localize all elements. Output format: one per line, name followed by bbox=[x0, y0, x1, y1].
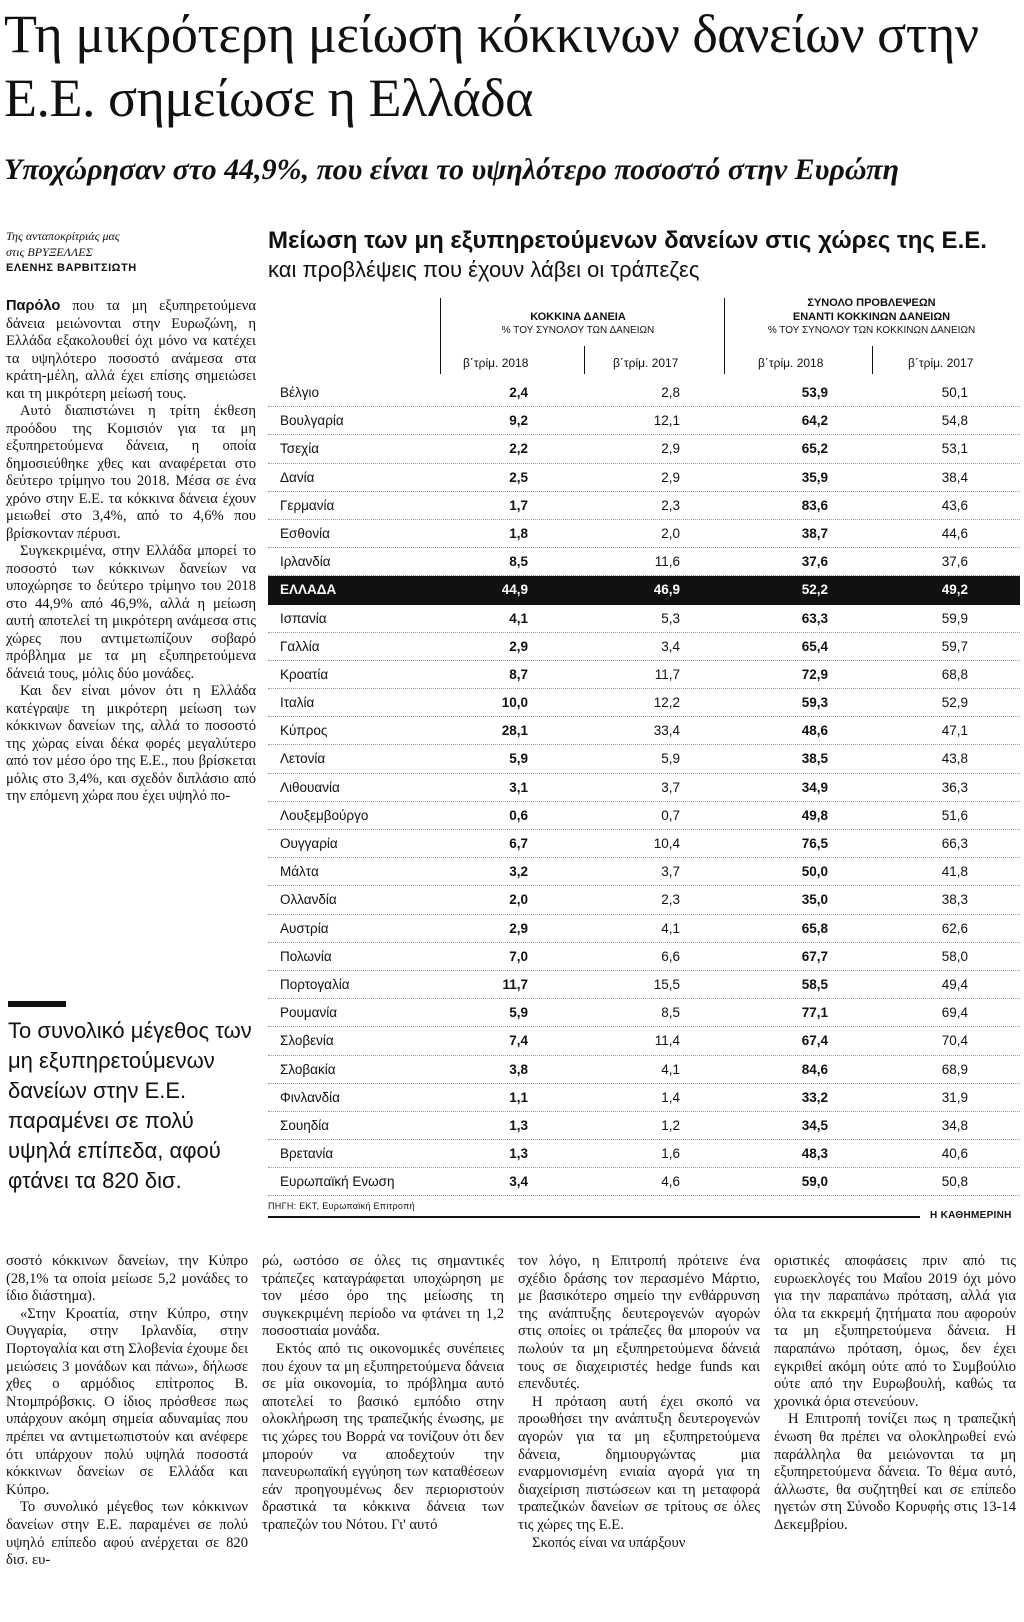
value-npl-2017: 4,6 bbox=[661, 1174, 680, 1190]
value-prov-2017: 66,3 bbox=[941, 836, 968, 851]
value-npl-2017: 2,9 bbox=[661, 469, 680, 485]
value-prov-2018: 37,6 bbox=[801, 554, 828, 570]
value-npl-2018: 4,1 bbox=[509, 610, 528, 626]
value-prov-2017: 69,4 bbox=[941, 1005, 968, 1021]
country-name: Σλοβενία bbox=[280, 1033, 334, 1049]
value-prov-2017: 38,3 bbox=[941, 892, 968, 908]
value-prov-2017: 52,9 bbox=[941, 695, 968, 711]
country-name: Εσθονία bbox=[280, 525, 330, 541]
country-name: Μάλτα bbox=[280, 864, 319, 880]
country-name: Ρουμανία bbox=[280, 1005, 338, 1021]
table-row bbox=[268, 689, 1020, 717]
group-title: ΚΟΚΚΙΝΑ ΔΑΝΕΙΑ bbox=[530, 311, 626, 323]
country-name: Ιταλία bbox=[280, 695, 315, 711]
value-prov-2018: 67,4 bbox=[801, 1033, 828, 1049]
source-note: ΠΗΓΗ: ΕΚΤ, Ευρωπαϊκή Επιτροπή bbox=[268, 1201, 415, 1211]
value-prov-2018: 48,3 bbox=[801, 1146, 828, 1162]
value-prov-2018: 76,5 bbox=[801, 836, 828, 851]
value-npl-2018: 5,9 bbox=[509, 1005, 528, 1021]
value-prov-2018: 72,9 bbox=[801, 666, 828, 682]
value-prov-2018: 58,5 bbox=[801, 976, 828, 992]
value-prov-2017: 59,7 bbox=[941, 638, 968, 654]
country-name: Κύπρος bbox=[280, 723, 328, 739]
value-prov-2018: 67,7 bbox=[801, 948, 828, 964]
table-row bbox=[268, 999, 1020, 1027]
value-npl-2018: 1,3 bbox=[509, 1117, 528, 1133]
country-name: Πολωνία bbox=[280, 948, 332, 964]
value-npl-2018: 3,4 bbox=[509, 1174, 528, 1190]
divider bbox=[724, 298, 725, 374]
value-prov-2017: 31,9 bbox=[941, 1089, 968, 1105]
table-row bbox=[268, 576, 1020, 604]
table-row bbox=[268, 661, 1020, 689]
country-name: Τσεχία bbox=[280, 441, 320, 457]
value-prov-2017: 34,8 bbox=[941, 1117, 968, 1133]
value-npl-2017: 33,4 bbox=[653, 723, 680, 739]
value-npl-2018: 3,2 bbox=[509, 864, 528, 880]
value-prov-2018: 53,9 bbox=[801, 385, 828, 400]
bottom-column-4 bbox=[774, 1253, 1016, 1570]
value-npl-2017: 11,6 bbox=[654, 554, 680, 570]
country-name: Ολλανδία bbox=[280, 892, 337, 908]
pullquote: Το συνολικό μέγεθος των μη εξυπηρετούμενων δανείων στην Ε.Ε. παραμένει σε πολύ υψηλά επίπεδα, αφού φτάνει τα 820 δισ. bbox=[8, 1018, 252, 1193]
value-prov-2017: 53,1 bbox=[941, 441, 968, 457]
value-prov-2018: 59,0 bbox=[801, 1174, 828, 1190]
table-row bbox=[268, 520, 1020, 548]
value-prov-2017: 38,4 bbox=[941, 469, 968, 485]
table-row bbox=[268, 605, 1020, 633]
value-npl-2017: 0,7 bbox=[661, 807, 680, 823]
chart-subtitle: και προβλέψεις που έχουν λάβει οι τράπεζες bbox=[268, 257, 700, 282]
value-prov-2017: 54,8 bbox=[941, 413, 968, 429]
paragraph: Το συνολικό μέγεθος των κόκκινων δανείων στην Ε.Ε. παραμένει σε πολύ υψηλό επίπεδο αφού ανέρχεται σε 820 δισ. ευ- bbox=[6, 1499, 248, 1569]
group-title-2: ΕΝΑΝΤΙ ΚΟΚΚΙΝΩΝ ΔΑΝΕΙΩΝ bbox=[792, 311, 951, 323]
left-column bbox=[6, 298, 256, 806]
value-prov-2018: 84,6 bbox=[801, 1061, 828, 1077]
table-row bbox=[268, 774, 1020, 802]
value-npl-2017: 2,3 bbox=[661, 892, 680, 908]
table-row bbox=[268, 971, 1020, 999]
column-header: β΄τρίμ. 2017 bbox=[908, 356, 974, 370]
value-npl-2018: 28,1 bbox=[501, 723, 528, 739]
value-npl-2018: 6,7 bbox=[509, 836, 528, 851]
value-npl-2017: 5,3 bbox=[661, 610, 680, 626]
value-npl-2018: 11,7 bbox=[502, 976, 528, 992]
table-row bbox=[268, 435, 1020, 463]
country-name: Αυστρία bbox=[280, 920, 329, 936]
table-row bbox=[268, 745, 1020, 773]
headline: Τη μικρότερη μείωση κόκκινων δανείων στην Ε.Ε. σημείωσε η Ελλάδα bbox=[4, 4, 979, 128]
group-sub: % ΤΟΥ ΣΥΝΟΛΟΥ ΤΩΝ ΚΟΚΚΙΝΩΝ ΔΑΝΕΙΩΝ bbox=[767, 325, 976, 336]
table-row bbox=[268, 633, 1020, 661]
value-npl-2017: 2,3 bbox=[661, 497, 680, 513]
pullquote-bar bbox=[8, 1001, 66, 1007]
table-row bbox=[268, 1056, 1020, 1084]
country-name: Φινλανδία bbox=[280, 1089, 340, 1105]
value-npl-2017: 11,7 bbox=[654, 666, 680, 682]
value-prov-2017: 62,6 bbox=[941, 920, 968, 936]
value-npl-2018: 2,9 bbox=[509, 638, 528, 654]
country-name: Βουλγαρία bbox=[280, 413, 344, 429]
value-prov-2017: 49,2 bbox=[941, 582, 968, 598]
value-prov-2018: 65,4 bbox=[801, 638, 828, 654]
paragraph: οριστικές αποφάσεις πριν από τις ευρωεκλογές του Μαΐου 2019 όχι μόνο για την παραπάνω πρόταση, αλλά για όλα τα εκκρεμή ζητήματα που αφορούν τα μη εξυπηρετούμενα δάνεια. Η παραπάνω πρόταση, όμως, δεν έχει εγκριθεί ακόμη ούτε από το Συμβούλιο ούτε από την Ευρωβουλή, καθώς τα χρονικά όρια στενεύουν. bbox=[774, 1253, 1016, 1410]
table-row bbox=[268, 379, 1020, 407]
value-npl-2017: 15,5 bbox=[653, 976, 680, 992]
paragraph: Εκτός από τις οικονομικές συνέπειες που έχουν τα μη εξυπηρετούμενα δάνεια σε μία οικονομία, το πρόβλημα αυτό αποτελεί το βασικό εμπόδιο στην ολοκλήρωση της τραπεζικής ένωσης, με τις χώρες του Βορρά να τονίζουν ότι δεν μπορούν να αποδεχτούν την πανευρωπαϊκή εγγύηση των καταθέσεων εάν προηγουμένως δεν περιοριστούν δραστικά τα κόκκινα δάνεια των τραπεζών του Νότου. Γι' αυτό bbox=[262, 1340, 504, 1533]
value-npl-2017: 46,9 bbox=[653, 582, 680, 598]
paragraph: Αυτό διαπιστώνει η τρίτη έκθεση προόδου της Κομισιόν για τα μη εξυπηρετούμενα δάνεια, η οποία δημοσιεύθηκε χθες και αναφέρεται στο δεύτερο τρίμηνο του 2018. Μέσα σε ένα χρόνο στην Ε.Ε. τα κόκκινα δάνεια έχουν μειωθεί στο 3,4%, από το 4,6% που βρίσκονταν πέρυσι. bbox=[6, 403, 256, 542]
value-npl-2018: 9,2 bbox=[509, 413, 528, 429]
bottom-column-3 bbox=[518, 1253, 760, 1570]
value-prov-2018: 65,8 bbox=[801, 920, 828, 936]
value-prov-2017: 50,8 bbox=[941, 1174, 968, 1190]
column-header: β΄τρίμ. 2017 bbox=[613, 356, 679, 370]
credit: Η ΚΑΘΗΜΕΡΙΝΗ bbox=[930, 1210, 1012, 1221]
value-npl-2017: 6,6 bbox=[661, 948, 680, 964]
value-prov-2018: 34,9 bbox=[801, 779, 828, 795]
value-npl-2018: 5,9 bbox=[509, 751, 528, 767]
value-npl-2017: 3,7 bbox=[661, 864, 680, 880]
value-prov-2018: 35,0 bbox=[801, 892, 828, 908]
country-name: Κροατία bbox=[280, 666, 329, 682]
value-prov-2017: 50,1 bbox=[941, 385, 968, 400]
country-name: Λουξεμβούργο bbox=[280, 807, 369, 823]
paragraph: Η πρόταση αυτή έχει σκοπό να προωθήσει την ανάπτυξη δευτερογενών αγορών για τα μη εξυπηρετούμενα δάνεια, δημιουργώντας μια εναρμονισμένη ενιαία αγορά για τη διαχείριση πιστώσεων και τη μεταφορά τραπεζικών δανείων σε τρίτους σε όλες τις χώρες της Ε.Ε. bbox=[518, 1393, 760, 1533]
value-prov-2018: 48,6 bbox=[801, 723, 828, 739]
table-row bbox=[268, 915, 1020, 943]
value-prov-2018: 65,2 bbox=[801, 441, 828, 457]
table-row bbox=[268, 1140, 1020, 1168]
value-npl-2018: 10,0 bbox=[501, 695, 528, 711]
chart-title-block bbox=[268, 226, 1018, 284]
table-body bbox=[268, 379, 1020, 1196]
value-npl-2017: 2,9 bbox=[661, 441, 680, 457]
value-npl-2018: 1,1 bbox=[509, 1089, 528, 1105]
value-prov-2018: 34,5 bbox=[801, 1117, 828, 1133]
value-prov-2017: 44,6 bbox=[941, 525, 968, 541]
value-npl-2018: 2,4 bbox=[509, 385, 528, 400]
country-name: Σλοβακία bbox=[280, 1061, 336, 1077]
value-npl-2017: 1,4 bbox=[661, 1089, 680, 1105]
value-npl-2017: 2,0 bbox=[661, 525, 680, 541]
value-npl-2017: 3,4 bbox=[661, 638, 680, 654]
value-prov-2017: 40,6 bbox=[941, 1146, 968, 1162]
value-npl-2017: 11,4 bbox=[654, 1033, 680, 1049]
subtitle: Υποχώρησαν στο 44,9%, που είναι το υψηλότερο ποσοστό στην Ευρώπη bbox=[4, 153, 899, 186]
value-npl-2017: 8,5 bbox=[661, 1005, 680, 1021]
table-row bbox=[268, 492, 1020, 520]
country-name: Ευρωπαϊκή Ενωση bbox=[280, 1174, 395, 1190]
rule bbox=[268, 1216, 920, 1218]
value-npl-2018: 8,5 bbox=[509, 554, 528, 570]
paragraph: Συγκεκριμένα, στην Ελλάδα μπορεί το ποσοστό των κόκκινων δανείων να υποχώρησε το δεύτερο τρίμηνο του 2018 στο 44,9% από 46,9%, αλλά η μείωση αυτή αποτελεί τη μικρότερη ανάμεσα στις χώρες που αντιμετωπίζουν σοβαρό πρόβλημα με τα μη εξυπηρετούμενα δάνειά τους, μόλις δύο μονάδες. bbox=[6, 543, 256, 682]
value-prov-2017: 68,9 bbox=[941, 1061, 968, 1077]
country-name: Λιθουανία bbox=[280, 779, 340, 795]
table-row bbox=[268, 830, 1020, 858]
table-row bbox=[268, 858, 1020, 886]
table-row bbox=[268, 886, 1020, 914]
value-prov-2018: 77,1 bbox=[801, 1005, 828, 1021]
value-prov-2018: 83,6 bbox=[801, 497, 828, 513]
value-prov-2017: 49,4 bbox=[941, 976, 968, 992]
table-row bbox=[268, 464, 1020, 492]
value-prov-2018: 52,2 bbox=[801, 582, 828, 598]
value-npl-2018: 44,9 bbox=[501, 582, 528, 598]
value-npl-2017: 4,1 bbox=[661, 1061, 680, 1077]
table-row bbox=[268, 1027, 1020, 1055]
divider bbox=[872, 346, 873, 374]
value-npl-2018: 1,7 bbox=[509, 497, 528, 513]
country-name: ΕΛΛΑΔΑ bbox=[280, 582, 337, 598]
lead-word: Παρόλο bbox=[6, 298, 61, 314]
value-npl-2018: 7,4 bbox=[509, 1033, 528, 1049]
table-row bbox=[268, 1112, 1020, 1140]
paragraph: «Στην Κροατία, στην Κύπρο, στην Ουγγαρία, στην Ιρλανδία, στην Πορτογαλία και στη Σλοβενία έχουμε δει μειώσεις 3 μονάδων και πάνω», δήλωσε χθες ο αρμόδιος επίτροπος Β. Ντομπρόβσκις. Ο ίδιος πρόσθεσε πως υπάρχουν ακόμη σημεία αδυναμίας που πρέπει να αντιμετωπιστούν και ανέφερε ότι υπάρχουν πολύ υψηλά ποσοστά κόκκινων δανείων σε Ελλάδα και Κύπρο. bbox=[6, 1305, 248, 1498]
value-prov-2017: 68,8 bbox=[941, 666, 968, 682]
group-header-provisions bbox=[723, 296, 1020, 338]
value-npl-2018: 3,8 bbox=[509, 1061, 528, 1077]
value-npl-2018: 1,8 bbox=[509, 525, 528, 541]
value-npl-2018: 1,3 bbox=[509, 1146, 528, 1162]
value-prov-2017: 51,6 bbox=[941, 807, 968, 823]
paragraph: Σκοπός είναι να υπάρξουν bbox=[532, 1534, 686, 1551]
paragraph: ρώ, ωστόσο σε όλες τις σημαντικές τράπεζες καταγράφεται υποχώρηση με τον μέσο όρο της μείωσης τη συγκεκριμένη περίοδο να φτάνει τη 1,2 ποσοστιαία μονάδα. bbox=[262, 1253, 504, 1340]
value-prov-2018: 50,0 bbox=[801, 864, 828, 880]
table-row bbox=[268, 1084, 1020, 1112]
bottom-columns bbox=[6, 1253, 1018, 1570]
byline-line2: στις ΒΡΥΞΕΛΛΕΣ bbox=[6, 245, 93, 259]
value-npl-2017: 1,2 bbox=[661, 1117, 680, 1133]
group-title: ΣΥΝΟΛΟ ΠΡΟΒΛΕΨΕΩΝ bbox=[807, 297, 936, 309]
byline bbox=[6, 228, 256, 276]
value-npl-2018: 2,5 bbox=[509, 469, 528, 485]
divider bbox=[584, 346, 585, 374]
country-name: Σουηδία bbox=[280, 1117, 330, 1133]
group-header-npl bbox=[443, 310, 713, 338]
byline-name: ΕΛΕΝΗΣ ΒΑΡΒΙΤΣΙΩΤΗ bbox=[6, 262, 137, 274]
column-header: β΄τρίμ. 2018 bbox=[463, 356, 529, 370]
value-prov-2017: 43,8 bbox=[941, 751, 968, 767]
table-row bbox=[268, 1168, 1020, 1196]
value-prov-2017: 58,0 bbox=[941, 948, 968, 964]
country-name: Γαλλία bbox=[280, 638, 320, 654]
chart-title: Μείωση των μη εξυπηρετούμενων δανείων στις χώρες της Ε.Ε. bbox=[268, 227, 987, 254]
value-npl-2018: 7,0 bbox=[509, 948, 528, 964]
value-npl-2018: 3,1 bbox=[509, 779, 528, 795]
value-prov-2018: 64,2 bbox=[801, 413, 828, 429]
value-npl-2017: 5,9 bbox=[661, 751, 680, 767]
value-prov-2018: 59,3 bbox=[801, 695, 828, 711]
country-name: Ουγγαρία bbox=[280, 836, 338, 851]
country-name: Βρετανία bbox=[280, 1146, 334, 1162]
value-npl-2017: 2,8 bbox=[661, 385, 680, 400]
column-header: β΄τρίμ. 2018 bbox=[758, 356, 824, 370]
table-row bbox=[268, 717, 1020, 745]
table-row bbox=[268, 548, 1020, 576]
value-prov-2017: 47,1 bbox=[941, 723, 968, 739]
value-prov-2017: 70,4 bbox=[941, 1033, 968, 1049]
table-row bbox=[268, 802, 1020, 830]
value-prov-2017: 43,6 bbox=[941, 497, 968, 513]
value-prov-2018: 38,5 bbox=[801, 751, 828, 767]
divider bbox=[440, 298, 441, 374]
country-name: Δανία bbox=[280, 469, 315, 485]
value-prov-2017: 59,9 bbox=[941, 610, 968, 626]
paragraph: σοστό κόκκινων δανείων, την Κύπρο (28,1% τα οποία μείωσε 5,2 μονάδες το ίδιο διάστημα). bbox=[6, 1253, 248, 1305]
value-prov-2018: 35,9 bbox=[801, 469, 828, 485]
value-prov-2017: 37,6 bbox=[941, 554, 968, 570]
value-npl-2017: 12,2 bbox=[653, 695, 680, 711]
value-prov-2017: 36,3 bbox=[941, 779, 968, 795]
country-name: Ισπανία bbox=[280, 610, 327, 626]
value-npl-2017: 4,1 bbox=[661, 920, 680, 936]
value-npl-2018: 2,0 bbox=[509, 892, 528, 908]
paragraph: Παρόλο που τα μη εξυπηρετούμενα δάνεια μειώνονται στην Ευρωζώνη, η Ελλάδα εξακολουθεί όχι μόνο να κατέχει τα υψηλότερο ποσοστό ανάμεσα στα κράτη-μέλη, αλλά έχει επίσης σημειώσει και τη μικρότερη μείωσή τους. bbox=[6, 298, 256, 402]
value-npl-2018: 0,6 bbox=[509, 807, 528, 823]
country-name: Πορτογαλία bbox=[280, 976, 350, 992]
paragraph: Και δεν είναι μόνον ότι η Ελλάδα κατέγραψε τη μικρότερη μείωση των κόκκινων δανείων της, αλλά το ποσοστό της χώρας είναι δέκα φορές μεγαλύτερο από τον μέσο όρο της Ε.Ε., που βρίσκεται μόλις στο 3,4%, και σχεδόν διπλάσιο από την επόμενη χώρα που έχει υψηλό πο- bbox=[6, 683, 256, 804]
group-sub: % ΤΟΥ ΣΥΝΟΛΟΥ ΤΩΝ ΔΑΝΕΙΩΝ bbox=[501, 325, 655, 336]
country-name: Ιρλανδία bbox=[280, 554, 331, 570]
value-npl-2018: 2,2 bbox=[509, 441, 528, 457]
value-prov-2018: 63,3 bbox=[801, 610, 828, 626]
value-prov-2017: 41,8 bbox=[941, 864, 968, 880]
bottom-column-1 bbox=[6, 1253, 248, 1570]
value-npl-2017: 10,4 bbox=[653, 836, 680, 851]
value-npl-2017: 3,7 bbox=[661, 779, 680, 795]
country-name: Βέλγιο bbox=[280, 385, 320, 400]
table-row bbox=[268, 407, 1020, 435]
bottom-column-2 bbox=[262, 1253, 504, 1570]
value-prov-2018: 38,7 bbox=[801, 525, 828, 541]
value-prov-2018: 49,8 bbox=[801, 807, 828, 823]
country-name: Γερμανία bbox=[280, 497, 335, 513]
value-npl-2017: 1,6 bbox=[661, 1146, 680, 1162]
value-npl-2018: 8,7 bbox=[509, 666, 528, 682]
paragraph: Η Επιτροπή τονίζει πως η τραπεζική ένωση θα πρέπει να ολοκληρωθεί ενώ παράλληλα θα μειώνονται τα μη εξυπηρετούμενα δάνεια. Το θέμα αυτό, άλλωστε, θα συζητηθεί και σε επίπεδο ηγετών στη Σύνοδο Κορυφής στις 13-14 Δεκεμβρίου. bbox=[774, 1411, 1016, 1533]
paragraph: τον λόγο, η Επιτροπή πρότεινε ένα σχέδιο δράσης τον περασμένο Μάρτιο, με βασικότερο σημείο την ενθάρρυνση της ανάπτυξης δευτερογενών αγορών στις οποίες οι τράπεζες θα μπορούν να πωλούν τα μη εξυπηρετούμενα δάνειά τους σε διαχειριστές hedge funds και επενδυτές. bbox=[518, 1253, 760, 1393]
value-npl-2017: 12,1 bbox=[653, 413, 680, 429]
value-npl-2018: 2,9 bbox=[509, 920, 528, 936]
value-prov-2018: 33,2 bbox=[801, 1089, 828, 1105]
table-row bbox=[268, 943, 1020, 971]
byline-line1: Της ανταποκρίτριάς μας bbox=[6, 229, 120, 243]
country-name: Λετονία bbox=[280, 751, 326, 767]
